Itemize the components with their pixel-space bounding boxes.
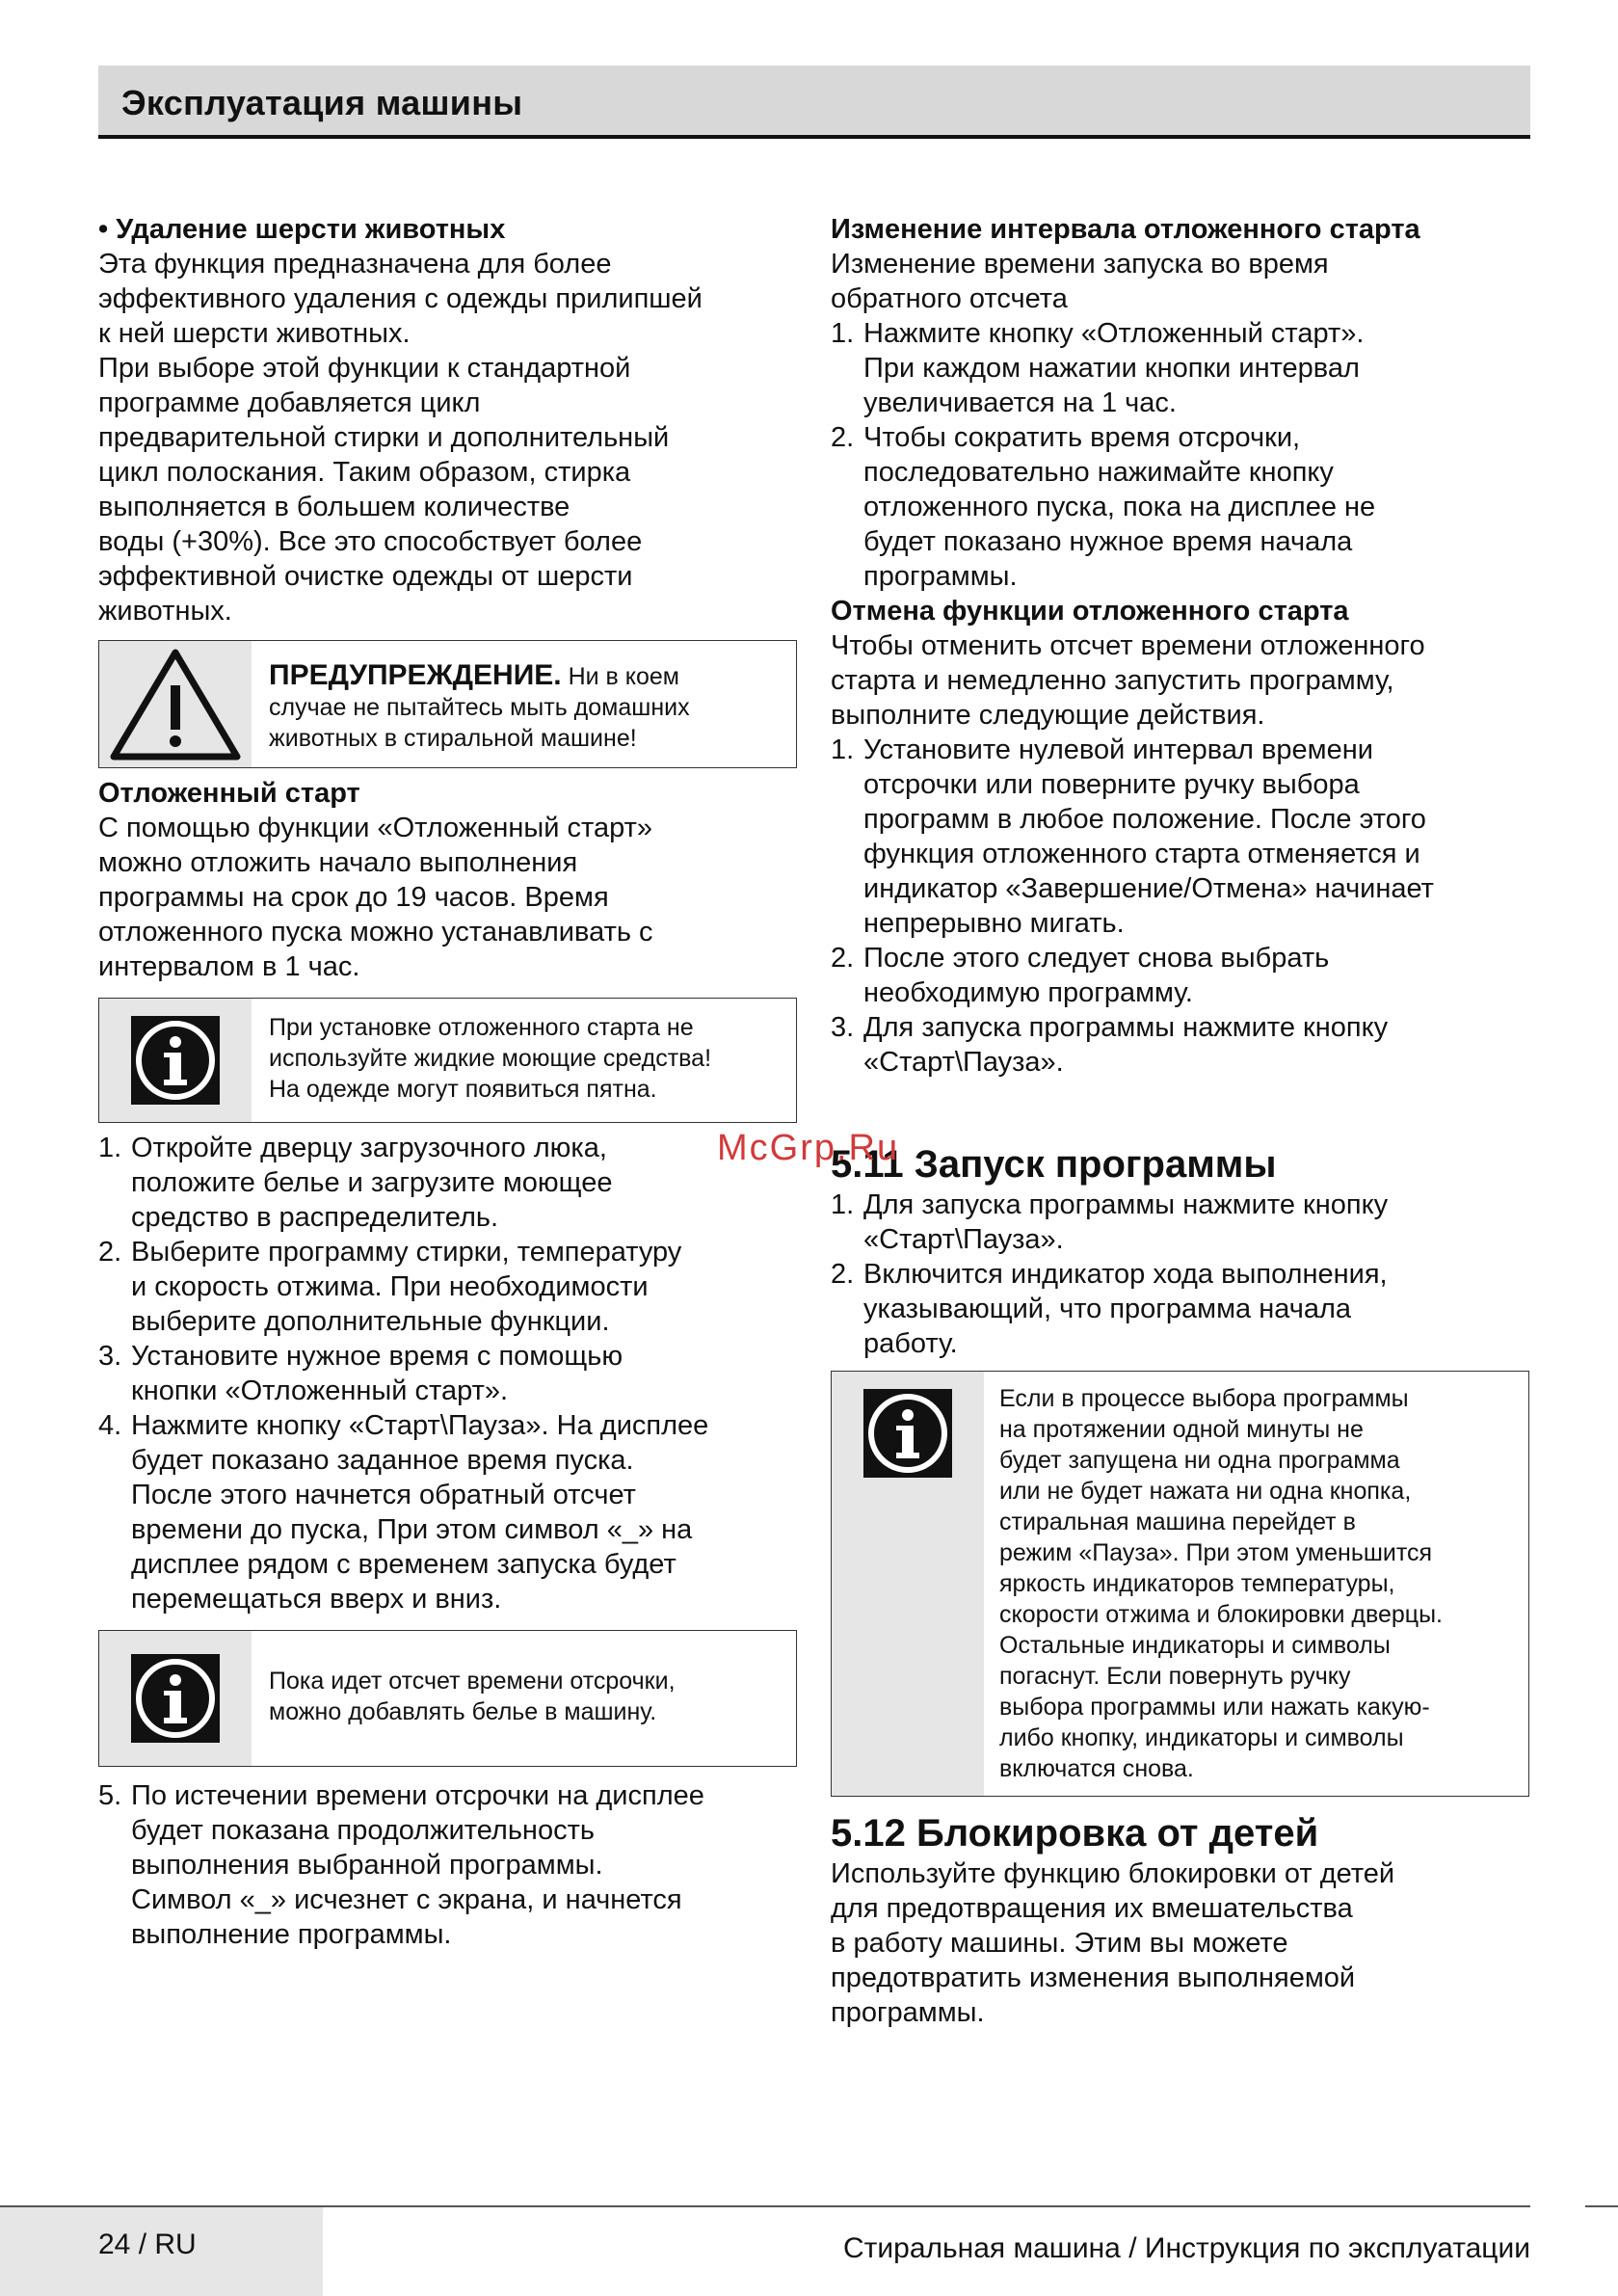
text-line: скорости отжима и блокировки дверцы. xyxy=(999,1601,1443,1628)
section-5-11-heading: 5.11 Запуск программы xyxy=(831,1143,1277,1186)
text-line: кнопки «Отложенный старт». xyxy=(131,1375,509,1406)
text-line: выполните следующие действия. xyxy=(831,700,1265,731)
text-line: отложенного пуска можно устанавливать с xyxy=(98,917,653,948)
text-line: предварительной стирки и дополнительный xyxy=(98,422,670,453)
text-line: Если в процессе выбора программы xyxy=(999,1385,1409,1412)
text-line: программ в любое положение. После этого xyxy=(863,804,1426,835)
list-item xyxy=(98,1408,797,1616)
text-line: Откройте дверцу загрузочного люка, xyxy=(131,1133,607,1163)
text-line: животных в стиральной машине! xyxy=(269,725,637,752)
list-item xyxy=(98,1778,797,1952)
text-line: перемещаться вверх и вниз. xyxy=(131,1584,502,1615)
list-item xyxy=(831,941,1529,1010)
watermark: McGrp.Ru xyxy=(717,1128,900,1168)
text-line: выберите дополнительные функции. xyxy=(131,1306,610,1337)
list-item xyxy=(831,1257,1529,1361)
item-number: 2. xyxy=(831,422,855,453)
warning-text: Ни в коем xyxy=(561,663,679,690)
text-line: погаснут. Если повернуть ручку xyxy=(999,1663,1351,1690)
text-line: либо кнопку, индикаторы и символы xyxy=(999,1724,1404,1751)
warning-triangle-icon xyxy=(99,641,252,767)
page-title: Эксплуатация машины xyxy=(121,83,523,122)
warning-label: ПРЕДУПРЕЖДЕНИЕ. xyxy=(269,659,562,691)
text-line: Нажмите кнопку «Отложенный старт». xyxy=(863,318,1365,349)
start-steps xyxy=(831,1188,1529,1361)
text-line: На одежде могут появиться пятна. xyxy=(269,1076,657,1103)
list-item xyxy=(98,1235,797,1339)
text-line: на протяжении одной минуты не xyxy=(999,1416,1364,1443)
text-line: выполняется в большем количестве xyxy=(98,492,570,522)
text-line: можно отложить начало выполнения xyxy=(98,847,578,878)
text-line: увеличивается на 1 час. xyxy=(863,387,1177,418)
text-line: стиральная машина перейдет в xyxy=(999,1508,1356,1535)
delay-steps-continued xyxy=(98,1778,797,1952)
text-line: указывающий, что программа начала xyxy=(863,1294,1351,1324)
text-line: программе добавляется цикл xyxy=(98,387,481,418)
delay-heading: Отложенный старт xyxy=(98,778,360,809)
document-title: Стиральная машина / Инструкция по эксплуатации xyxy=(842,2232,1530,2264)
text-line: дисплее рядом с временем запуска будет xyxy=(131,1549,676,1580)
item-number: 1. xyxy=(831,734,855,765)
text-line: животных. xyxy=(98,596,232,627)
cancel-delay-heading: Отмена функции отложенного старта xyxy=(831,596,1349,627)
text-line: эффективного удаления с одежды прилипшей xyxy=(98,283,703,314)
text-line: в работу машины. Этим вы можете xyxy=(831,1928,1288,1959)
page-number: 24 / RU xyxy=(98,2229,197,2260)
text-line: необходимую программу. xyxy=(863,977,1193,1008)
item-number: 2. xyxy=(831,1259,855,1290)
text-line: С помощью функции «Отложенный старт» xyxy=(98,813,653,843)
list-item xyxy=(98,1131,797,1235)
info-icon xyxy=(131,1654,220,1743)
text-line: При каждом нажатии кнопки интервал xyxy=(863,353,1360,384)
item-number: 1. xyxy=(98,1133,122,1163)
text-line: По истечении времени отсрочки на дисплее xyxy=(131,1780,704,1811)
text-line: индикатор «Завершение/Отмена» начинает xyxy=(863,873,1434,904)
text-line: будет показана продолжительность xyxy=(131,1815,595,1846)
text-line: работу. xyxy=(863,1328,958,1359)
text-line: Чтобы отменить отсчет времени отложенного xyxy=(831,630,1425,661)
text-line: программы. xyxy=(831,1997,985,2028)
text-line: Установите нужное время с помощью xyxy=(131,1341,623,1372)
text-line: функция отложенного старта отменяется и xyxy=(863,839,1420,869)
text-line: обратного отсчета xyxy=(831,283,1068,314)
text-line: «Старт\Пауза». xyxy=(863,1047,1064,1078)
pet-hair-text xyxy=(98,247,797,628)
text-line: средство в распределитель. xyxy=(131,1202,499,1233)
text-line: Выберите программу стирки, температуру xyxy=(131,1237,682,1268)
text-line: Символ «_» исчезнет с экрана, и начнется xyxy=(131,1884,682,1915)
right-column xyxy=(831,212,1529,2030)
text-line: включатся снова. xyxy=(999,1755,1194,1782)
text-line: После этого начнется обратный отсчет xyxy=(131,1480,636,1510)
footer-divider-tick xyxy=(1585,2205,1618,2207)
item-number: 4. xyxy=(98,1410,122,1441)
text-line: программы на срок до 19 часов. Время xyxy=(98,882,609,913)
left-column xyxy=(98,212,797,1952)
text-line: эффективной очистке одежды от шерсти xyxy=(98,561,633,592)
text-line: выбора программы или нажать какую- xyxy=(999,1694,1430,1721)
text-line: После этого следует снова выбрать xyxy=(863,943,1330,974)
text-line: отложенного пуска, пока на дисплее не xyxy=(863,492,1376,522)
info-box xyxy=(831,1371,1529,1797)
list-item xyxy=(831,316,1529,420)
info-box xyxy=(98,998,797,1123)
item-number: 1. xyxy=(831,1189,855,1220)
text-line: старта и немедленно запустить программу, xyxy=(831,665,1394,696)
text-line: При установке отложенного старта не xyxy=(269,1014,694,1041)
info-box xyxy=(98,1630,797,1767)
text-line: и скорость отжима. При необходимости xyxy=(131,1271,649,1302)
text-line: предотвратить изменения выполняемой xyxy=(831,1962,1356,1993)
text-line: будет показано заданное время пуска. xyxy=(131,1445,634,1476)
cancel-steps xyxy=(831,733,1529,1080)
info-icon xyxy=(131,1016,220,1105)
page-footer xyxy=(0,2205,1618,2296)
text-line: будет показано нужное время начала xyxy=(863,526,1353,557)
text-line: Нажмите кнопку «Старт\Пауза». На дисплее xyxy=(131,1410,709,1441)
change-interval-heading: Изменение интервала отложенного старта xyxy=(831,214,1420,245)
warning-box xyxy=(98,640,797,768)
text-line: «Старт\Пауза». xyxy=(863,1224,1064,1255)
text-line: Установите нулевой интервал времени xyxy=(863,734,1373,765)
item-number: 2. xyxy=(831,943,855,974)
pet-hair-heading: • Удаление шерсти животных xyxy=(98,214,506,245)
text-line: можно добавлять белье в машину. xyxy=(269,1698,657,1725)
change-steps xyxy=(831,316,1529,594)
text-line: времени до пуска, При этом символ «_» на xyxy=(131,1514,693,1545)
text-line: Для запуска программы нажмите кнопку xyxy=(863,1189,1389,1220)
text-line: При выборе этой функции к стандартной xyxy=(98,353,631,384)
text-line: положите белье и загрузите моющее xyxy=(131,1167,613,1198)
item-number: 5. xyxy=(98,1780,122,1811)
info-icon xyxy=(863,1389,952,1478)
list-item xyxy=(831,420,1529,594)
text-line: Для запуска программы нажмите кнопку xyxy=(863,1012,1389,1043)
text-line: цикл полоскания. Таким образом, стирка xyxy=(98,457,631,488)
delay-text xyxy=(98,811,797,984)
text-line: яркость индикаторов температуры, xyxy=(999,1570,1395,1597)
text-line: или не будет нажата ни одна кнопка, xyxy=(999,1478,1412,1505)
text-line: Используйте функцию блокировки от детей xyxy=(831,1858,1395,1889)
text-line: режим «Пауза». При этом уменьшится xyxy=(999,1539,1433,1566)
list-item xyxy=(831,1010,1529,1080)
text-line: Пока идет отсчет времени отсрочки, xyxy=(269,1668,676,1695)
text-line: выполнения выбранной программы. xyxy=(131,1850,603,1881)
list-item xyxy=(98,1339,797,1408)
list-item xyxy=(831,1188,1529,1257)
text-line: Эта функция предназначена для более xyxy=(98,249,612,280)
text-line: будет запущена ни одна программа xyxy=(999,1447,1400,1474)
delay-steps xyxy=(98,1131,797,1616)
text-line: случае не пытайтесь мыть домашних xyxy=(269,694,690,721)
text-line: воды (+30%). Все это способствует более xyxy=(98,526,643,557)
text-line: интервалом в 1 час. xyxy=(98,951,360,982)
text-line: программы. xyxy=(863,561,1018,592)
text-line: используйте жидкие моющие средства! xyxy=(269,1045,712,1072)
text-line: Остальные индикаторы и символы xyxy=(999,1632,1391,1659)
text-line: для предотвращения их вмешательства xyxy=(831,1893,1353,1924)
item-number: 2. xyxy=(98,1237,122,1268)
text-line: последовательно нажимайте кнопку xyxy=(863,457,1334,488)
text-line: Включится индикатор хода выполнения, xyxy=(863,1259,1388,1290)
item-number: 1. xyxy=(831,318,855,349)
text-line: отсрочки или поверните ручку выбора xyxy=(863,769,1360,800)
item-number: 3. xyxy=(831,1012,855,1043)
text-line: выполнение программы. xyxy=(131,1919,452,1950)
text-line: Изменение времени запуска во время xyxy=(831,249,1329,280)
text-line: к ней шерсти животных. xyxy=(98,318,411,349)
text-line: Чтобы сократить время отсрочки, xyxy=(863,422,1301,453)
page-header xyxy=(98,66,1530,139)
section-5-12-heading: 5.12 Блокировка от детей xyxy=(831,1812,1319,1855)
text-line: непрерывно мигать. xyxy=(863,908,1125,939)
item-number: 3. xyxy=(98,1341,122,1372)
list-item xyxy=(831,733,1529,941)
